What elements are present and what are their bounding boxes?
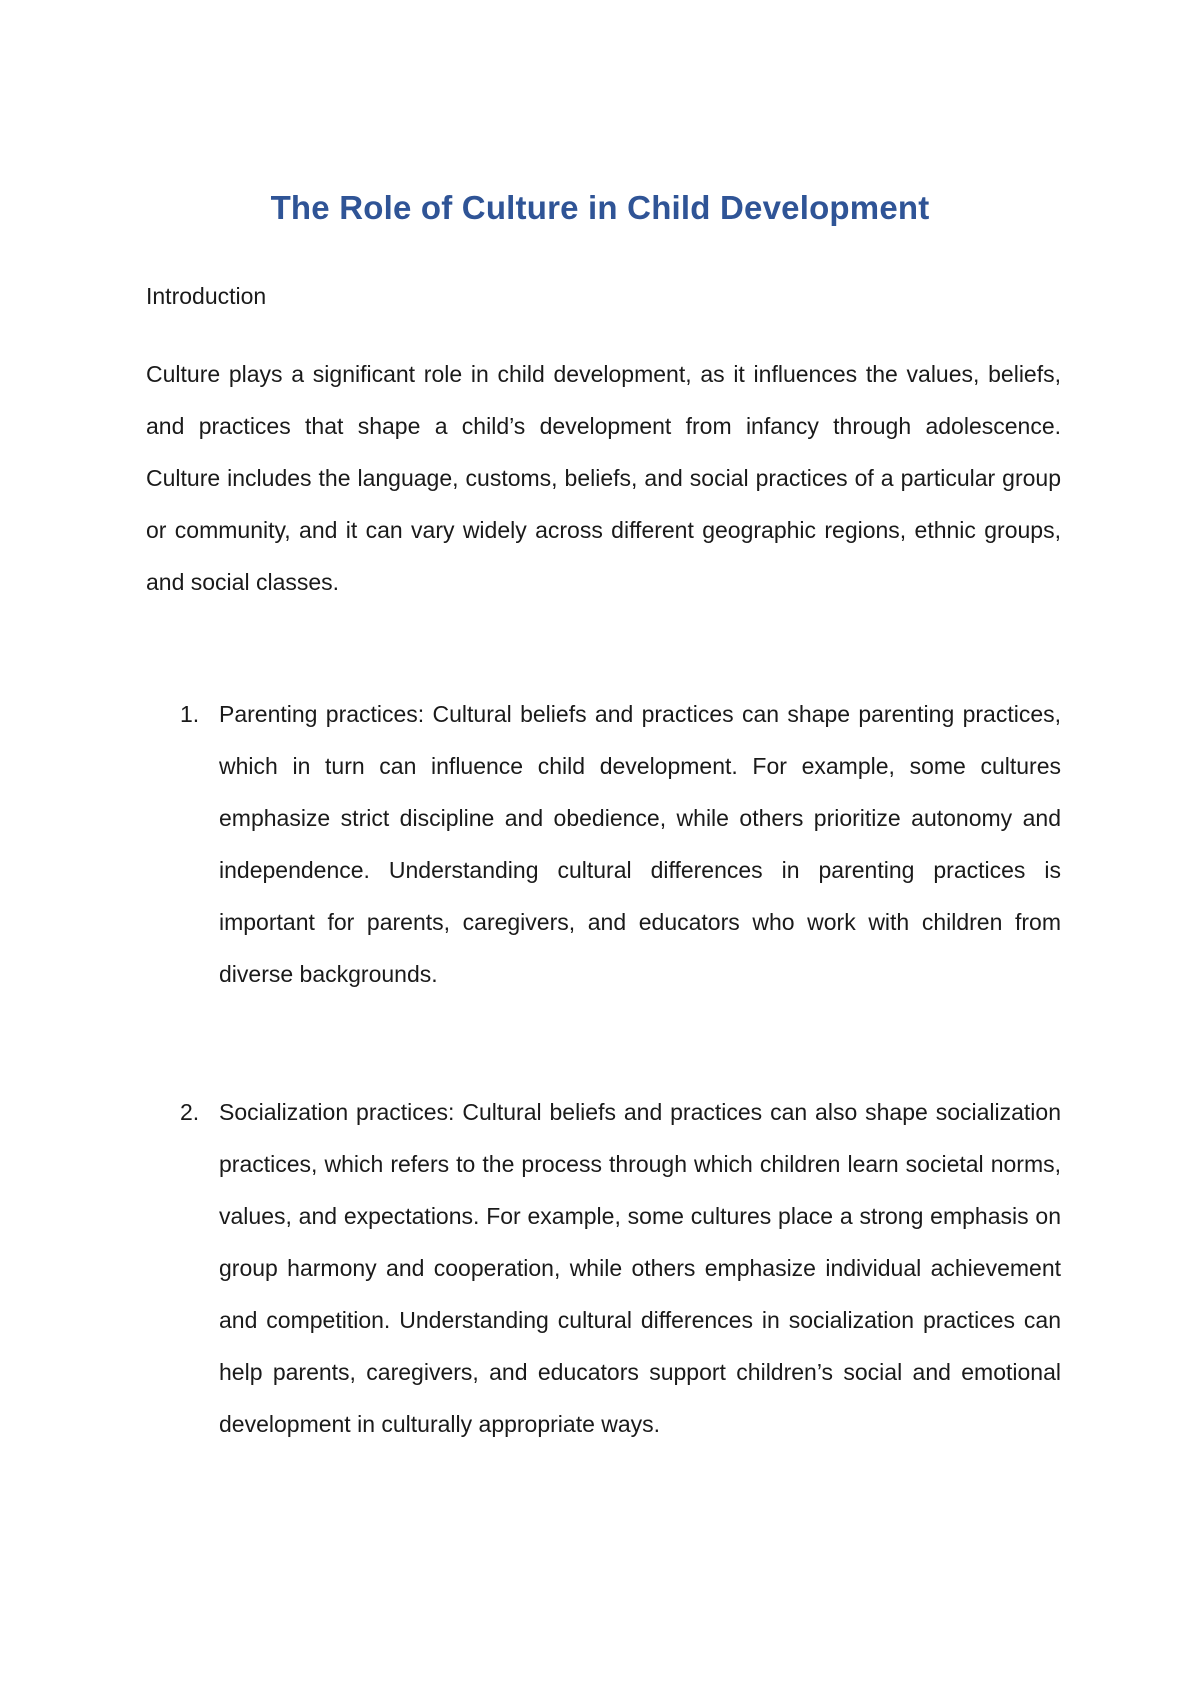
section-heading-introduction: Introduction [146,283,267,309]
list-item-number: 2. [180,1099,200,1125]
document-title: The Role of Culture in Child Development [270,189,930,227]
list-item-number: 1. [180,701,200,727]
list-item-text: Parenting practices: Cultural beliefs and practices can shape parenting practices, which in turn can influence child development. For example, some cultures emphasize strict discipline and obedience, while others prioritize autonomy and independence. Understanding cultural differences in parenting practices is important for parents, caregivers, and educators who work with children from diverse backgrounds. [219,701,1061,987]
list-item-text: Socialization practices: Cultural beliefs and practices can also shape socialization practices, which refers to the process through which children learn societal norms, values, and expectations. For example, some cultures place a strong emphasis on group harmony and cooperation, while others emphasize individual achievement and competition. Understanding cultural differences in socialization practices can help parents, caregivers, and educators support children’s social and emotional development in culturally appropriate ways. [219,1099,1061,1437]
intro-paragraph: Culture plays a significant role in child development, as it influences the values, beliefs, and practices that shape a child’s development from infancy through adolescence. Culture includes the language, customs, beliefs, and social practices of a particular group or community, and it can vary widely across different geographic regions, ethnic groups, and social classes. [146,361,1061,595]
